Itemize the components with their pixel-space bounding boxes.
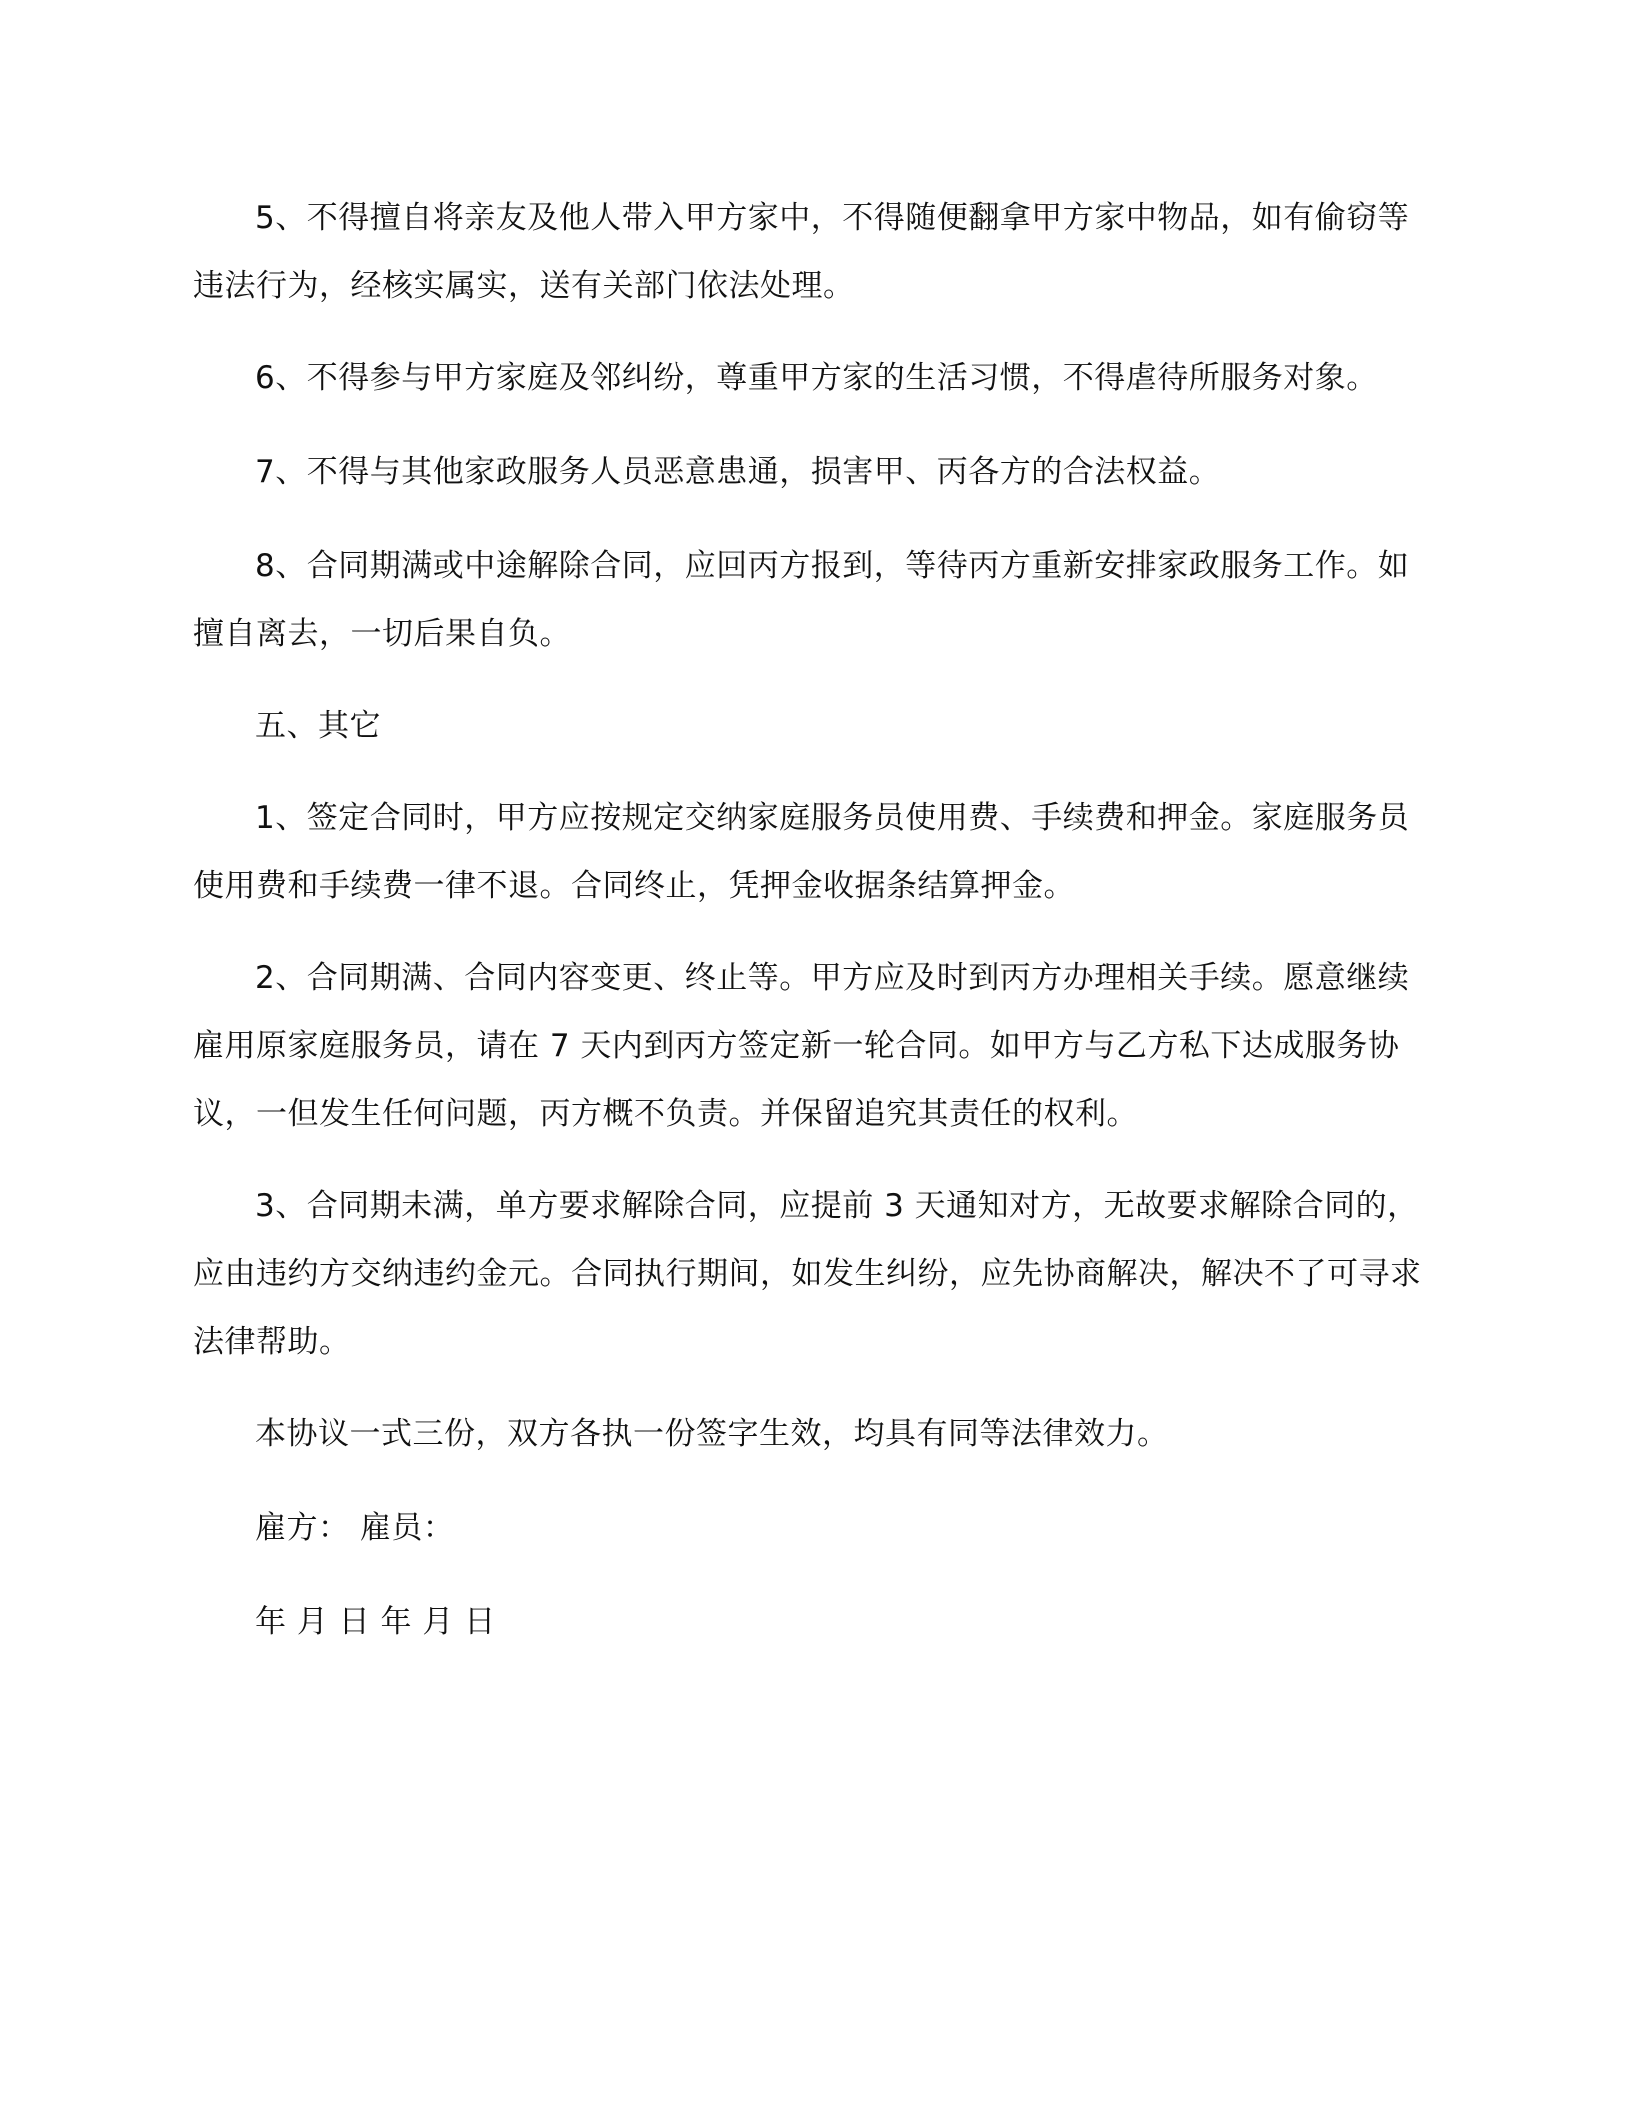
clause-7: 7、不得与其他家政服务人员恶意患通，损害甲、丙各方的合法权益。 bbox=[255, 454, 1221, 490]
other-item-1: 1、签定合同时，甲方应按规定交纳家庭服务员使用费、手续费和押金。家庭服务员使用费和手续费一律不退。合同终止，凭押金收据条结算押金。 bbox=[193, 800, 1410, 904]
document-body bbox=[193, 184, 1438, 1682]
clause-6: 6、不得参与甲方家庭及邻纠纷，尊重甲方家的生活习惯，不得虐待所服务对象。 bbox=[255, 360, 1378, 396]
clause-8: 8、合同期满或中途解除合同，应回丙方报到，等待丙方重新安排家政服务工作。如擅自离去，一切后果自负。 bbox=[193, 548, 1410, 652]
other-item-2: 2、合同期满、合同内容变更、终止等。甲方应及时到丙方办理相关手续。愿意继续雇用原家庭服务员，请在 7 天内到丙方签定新一轮合同。如甲方与乙方私下达成服务协议，一但发生任何问题，丙方概不负责。并保留追究其责任的权利。 bbox=[193, 960, 1410, 1132]
section-title-other: 五、其它 bbox=[255, 708, 381, 744]
closing-statement: 本协议一式三份，双方各执一份签字生效，均具有同等法律效力。 bbox=[255, 1416, 1169, 1452]
date-line: 年 月 日 年 月 日 bbox=[255, 1604, 496, 1640]
other-item-3: 3、合同期未满，单方要求解除合同，应提前 3 天通知对方，无故要求解除合同的，应由违约方交纳违约金元。合同执行期间，如发生纠纷，应先协商解决，解决不了可寻求法律帮助。 bbox=[193, 1188, 1422, 1360]
clause-5: 5、不得擅自将亲友及他人带入甲方家中，不得随便翻拿甲方家中物品，如有偷窃等违法行为，经核实属实，送有关部门依法处理。 bbox=[193, 200, 1410, 304]
signature-line: 雇方： 雇员： bbox=[255, 1510, 455, 1546]
